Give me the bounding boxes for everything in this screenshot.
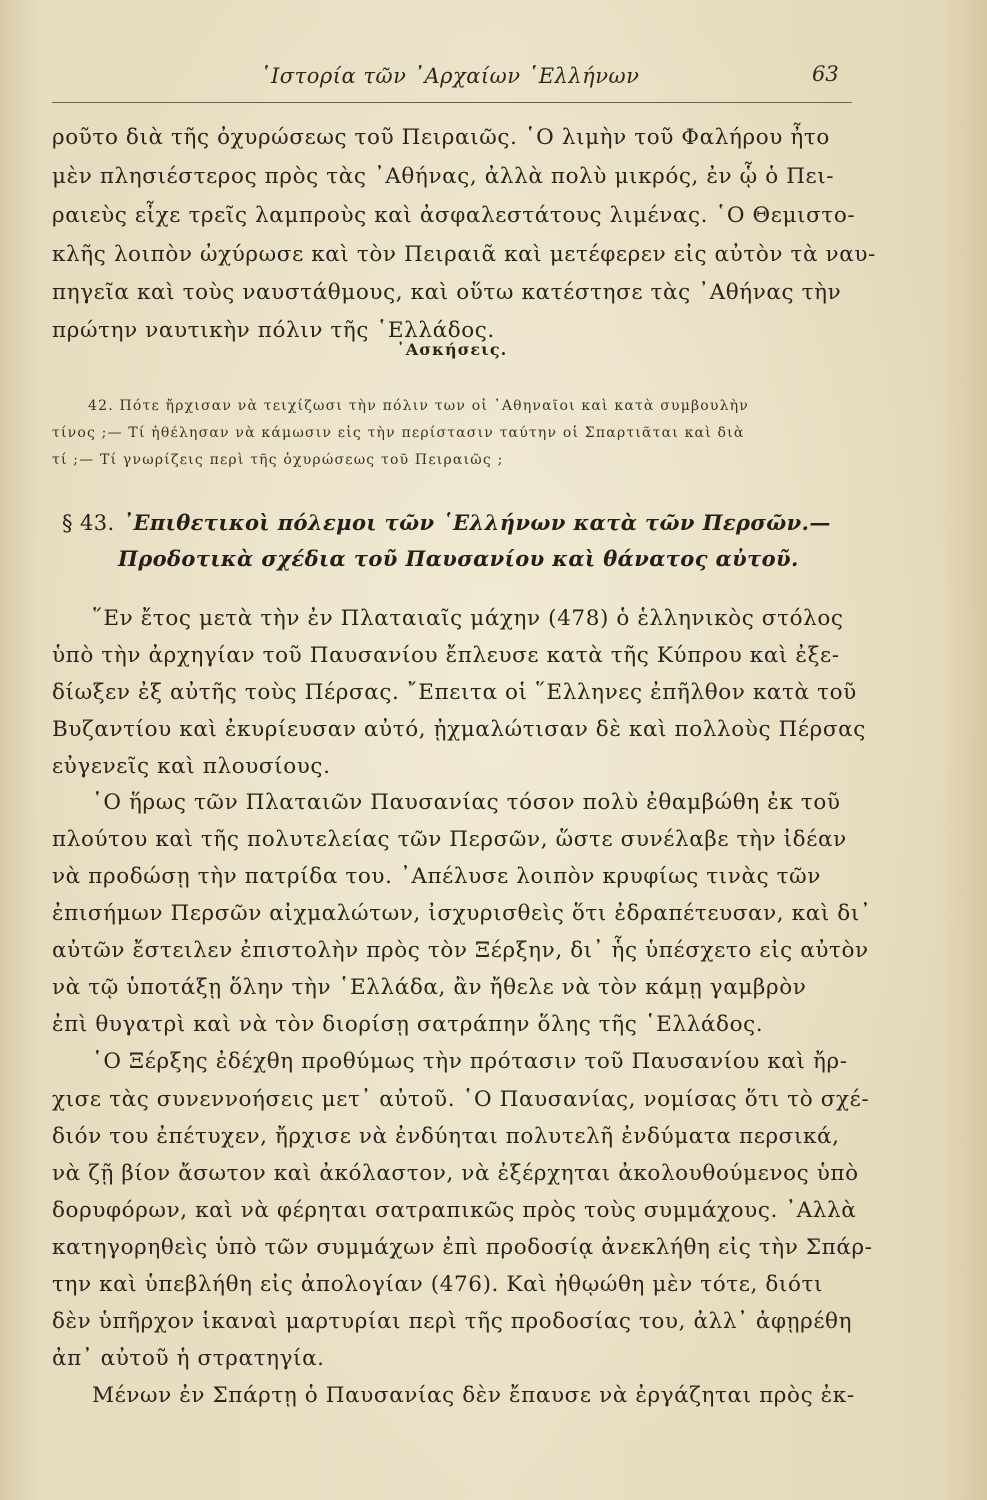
text-line: κλῆς λοιπὸν ὠχύρωσε καὶ τὸν Πειραιᾶ καὶ μετέφερεν εἰς αὐτὸν τὰ ναυ- bbox=[52, 242, 876, 267]
text-line: εὐγενεῖς καὶ πλουσίους. bbox=[52, 754, 331, 779]
text-line: ραιεὺς εἶχε τρεῖς λαμπροὺς καὶ ἀσφαλεστάτους λιμένας. ῾Ο Θεμιστο- bbox=[52, 203, 856, 228]
running-title: ῾Ιστορία τῶν ᾽Αρχαίων ῾Ελλήνων bbox=[260, 64, 640, 88]
text-line: πρώτην ναυτικὴν πόλιν τῆς ῾Ελλάδος. bbox=[52, 318, 495, 343]
text-line: ῾Ο ἥρως τῶν Πλαταιῶν Παυσανίας τόσον πολὺ ἐθαμβώθη ἐκ τοῦ bbox=[92, 790, 841, 815]
section-number: § 43. bbox=[62, 511, 115, 535]
text-line: την καὶ ὑπεβλήθη εἰς ἀπολογίαν (476). Καὶ ἠθῳώθη μὲν τότε, διότι bbox=[52, 1272, 824, 1297]
text-line: νὰ προδώσῃ τὴν πατρίδα του. ᾽Απέλυσε λοιπὸν κρυφίως τινὰς τῶν bbox=[52, 864, 821, 889]
exercise-line: τίνος ;— Τί ἠθέλησαν νὰ κάμωσιν εἰς τὴν περίστασιν ταύτην οἱ Σπαρτιᾶται καὶ διὰ bbox=[52, 425, 745, 441]
text-line: ἐπισήμων Περσῶν αἰχμαλώτων, ἰσχυρισθεὶς ὅτι ἐδραπέτευσαν, καὶ δι᾽ bbox=[52, 901, 872, 926]
text-line: δὲν ὑπῆρχον ἱκαναὶ μαρτυρίαι περὶ τῆς προδοσίας του, ἀλλ᾽ ἀφῃρέθη bbox=[52, 1309, 853, 1334]
text-line: ἀπ᾽ αὐτοῦ ἡ στρατηγία. bbox=[52, 1346, 325, 1371]
section-heading-line-1 bbox=[62, 510, 852, 535]
text-line: ῞Εν ἔτος μετὰ τὴν ἐν Πλαταιαῖς μάχην (478) ὁ ἑλληνικὸς στόλος bbox=[92, 606, 844, 631]
header-rule bbox=[52, 102, 852, 103]
text-line: διόν του ἐπέτυχεν, ἤρχισε νὰ ἐνδύηται πολυτελῆ ἐνδύματα περσικά, bbox=[52, 1124, 840, 1149]
page-number: 63 bbox=[812, 62, 839, 86]
exercises-heading: ᾽Ασκήσεις. bbox=[396, 340, 508, 359]
text-line: κατηγορηθεὶς ὑπὸ τῶν συμμάχων ἐπὶ προδοσίᾳ ἀνεκλήθη εἰς τὴν Σπάρ- bbox=[52, 1235, 873, 1260]
exercise-line: 42. Πότε ἤρχισαν νὰ τειχίζωσι τὴν πόλιν των οἱ ᾽Αθηναῖοι καὶ κατὰ συμβουλὴν bbox=[88, 398, 749, 414]
text-line: Βυζαντίου καὶ ἐκυρίευσαν αὐτό, ᾐχμαλώτισαν δὲ καὶ πολλοὺς Πέρσας bbox=[52, 717, 866, 742]
text-line: νὰ ζῇ βίον ἄσωτον καὶ ἀκόλαστον, νὰ ἐξέρχηται ἀκολουθούμενος ὑπὸ bbox=[52, 1161, 859, 1186]
section-heading-line-2: Προδοτικὰ σχέδια τοῦ Παυσανίου καὶ θάνατος αὐτοῦ. bbox=[118, 546, 799, 571]
text-line: δορυφόρων, καὶ νὰ φέρηται σατραπικῶς πρὸς τοὺς συμμάχους. ᾽Αλλὰ bbox=[52, 1198, 857, 1223]
text-line: ἐπὶ θυγατρὶ καὶ νὰ τὸν διορίσῃ σατράπην ὅλης τῆς ῾Ελλάδος. bbox=[52, 1012, 764, 1037]
exercise-line: τί ;— Τί γνωρίζεις περὶ τῆς ὀχυρώσεως τοῦ Πειραιῶς ; bbox=[52, 452, 504, 468]
text-line: πλούτου καὶ τῆς πολυτελείας τῶν Περσῶν, ὥστε συνέλαβε τὴν ἰδέαν bbox=[52, 827, 847, 852]
text-line: αὐτῶν ἔστειλεν ἐπιστολὴν πρὸς τὸν Ξέρξην, δι᾽ ἧς ὑπέσχετο εἰς αὐτὸν bbox=[52, 938, 869, 963]
text-line: ροῦτο διὰ τῆς ὀχυρώσεως τοῦ Πειραιῶς. ῾Ο λιμὴν τοῦ Φαλήρου ἦτο bbox=[52, 125, 830, 150]
text-line: νὰ τῷ ὑποτάξῃ ὅλην τὴν ῾Ελλάδα, ἂν ἤθελε νὰ τὸν κάμῃ γαμβρὸν bbox=[52, 975, 807, 1000]
text-line: πηγεῖα καὶ τοὺς ναυστάθμους, καὶ οὕτω κατέστησε τὰς ᾽Αθήνας τὴν bbox=[52, 280, 842, 305]
text-line: χισε τὰς συνεννοήσεις μετ᾽ αὐτοῦ. ῾Ο Παυσανίας, νομίσας ὅτι τὸ σχέ- bbox=[52, 1087, 870, 1112]
text-line: ῾Ο Ξέρξης ἐδέχθη προθύμως τὴν πρότασιν τοῦ Παυσανίου καὶ ἤρ- bbox=[92, 1049, 848, 1074]
text-line: μὲν πλησιέστερος πρὸς τὰς ᾽Αθήνας, ἀλλὰ πολὺ μικρός, ἐν ᾧ ὁ Πει- bbox=[52, 164, 835, 189]
text-line: ὑπὸ τὴν ἀρχηγίαν τοῦ Παυσανίου ἔπλευσε κατὰ τῆς Κύπρου καὶ ἐξε- bbox=[52, 643, 840, 668]
page-header bbox=[52, 62, 852, 102]
text-line: Μένων ἐν Σπάρτῃ ὁ Παυσανίας δὲν ἔπαυσε νὰ ἐργάζηται πρὸς ἐκ- bbox=[92, 1383, 855, 1408]
section-title-part-1: ᾽Επιθετικοὶ πόλεμοι τῶν ῾Ελλήνων κατὰ τῶν Περσῶν.— bbox=[122, 510, 831, 535]
text-line: δίωξεν ἐξ αὐτῆς τοὺς Πέρσας. ῎Επειτα οἱ ῞Ελληνες ἐπῆλθον κατὰ τοῦ bbox=[52, 680, 857, 705]
